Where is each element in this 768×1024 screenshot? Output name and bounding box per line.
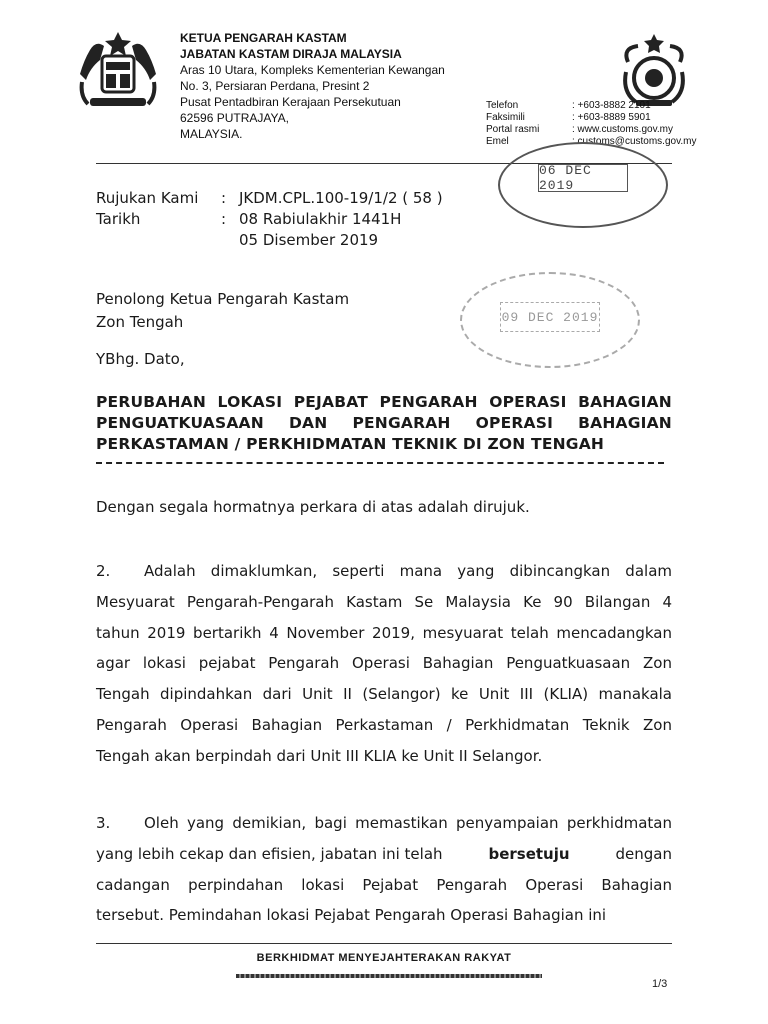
emel-label: Emel	[486, 136, 509, 147]
tarikh-hijri: 08 Rabiulakhir 1441H	[239, 210, 402, 228]
subject-title	[96, 392, 672, 455]
faksimili-value: : +603-8889 5901	[572, 112, 651, 123]
emel-value: : customs@customs.gov.my	[572, 136, 697, 147]
letterhead-address-line: 62596 PUTRAJAYA,	[180, 111, 289, 125]
page-number: 1/3	[652, 978, 668, 990]
agreed-emphasis: bersetuju	[488, 844, 570, 863]
salutation: YBhg. Dato,	[96, 350, 185, 368]
letterhead-address-line: Pusat Pentadbiran Kerajaan Persekutuan	[180, 95, 401, 109]
opening-line: Dengan segala hormatnya perkara di atas adalah dirujuk.	[96, 498, 530, 516]
received-stamp	[498, 142, 668, 228]
reference-block	[96, 188, 443, 251]
subject-line-1	[96, 392, 672, 413]
received-stamp-faint	[460, 272, 640, 368]
telefon-value: : +603-8882 2101	[572, 100, 651, 111]
paragraph-line: yang lebih cekap dan efisien, jabatan ini telah bersetuju dengan	[96, 839, 672, 870]
subject-word: PERUBAHAN	[96, 393, 207, 411]
received-stamp-faint-date: 09 DEC 2019	[500, 302, 600, 332]
subject-dashed-underline	[96, 462, 664, 464]
subject-word: BAHAGIAN	[578, 393, 672, 411]
subject-line-2	[96, 413, 672, 434]
subject-word: PENGARAH	[379, 393, 478, 411]
paragraph-number: 3.	[96, 814, 111, 832]
footer-motto: BERKHIDMAT MENYEJAHTERAKAN RAKYAT	[256, 952, 512, 964]
faksimili-label: Faksimili	[486, 112, 525, 123]
portal-value: : www.customs.gov.my	[572, 124, 673, 135]
paragraph-line: 3. Oleh yang demikian, bagi memastikan penyampaian perkhidmatan	[96, 808, 672, 839]
paragraph-line: tahun 2019 bertarikh 4 November 2019, mesyuarat telah mencadangkan	[96, 623, 672, 642]
letterhead	[180, 30, 445, 142]
paragraph-line: tersebut. Pemindahan lokasi Pejabat Pengarah Operasi Bahagian ini	[96, 906, 607, 925]
paragraph-line: agar lokasi pejabat Pengarah Operasi Bahagian Penguatkuasaan Zon	[96, 654, 672, 673]
letterhead-address-line: MALAYSIA.	[180, 127, 243, 141]
paragraph-2	[96, 556, 672, 772]
subject-word: BAHAGIAN	[578, 414, 672, 432]
recipient-block	[96, 288, 349, 334]
subject-word: OPERASI	[489, 393, 567, 411]
letterhead-address-line: Aras 10 Utara, Kompleks Kementerian Kewangan	[180, 63, 445, 77]
paragraph-number: 2.	[96, 562, 111, 580]
subject-word: DAN	[288, 414, 328, 432]
subject-word: PENGARAH	[352, 414, 451, 432]
paragraph-line: Pengarah Operasi Bahagian Perkastaman / Perkhidmatan Teknik Zon	[96, 715, 672, 734]
portal-label: Portal rasmi	[486, 124, 540, 135]
tarikh-colon: :	[221, 210, 227, 228]
paragraph-line: Tengah dipindahkan dari Unit II (Selangor) ke Unit III (KLIA) manakala	[96, 685, 672, 704]
subject-word: OPERASI	[475, 414, 554, 432]
letterhead-department: JABATAN KASTAM DIRAJA MALAYSIA	[180, 47, 402, 61]
customs-emblem-icon	[616, 32, 692, 110]
paragraph-3	[96, 808, 672, 931]
received-stamp-date: 06 DEC 2019	[538, 164, 628, 192]
letterhead-title: KETUA PENGARAH KASTAM	[180, 31, 347, 45]
footer-divider	[96, 943, 672, 944]
subject-word: PEJABAT	[293, 393, 368, 411]
footer-decorative-bar	[236, 974, 542, 978]
paragraph-line: Tengah akan berpindah dari Unit III KLIA ke Unit II Selangor.	[96, 746, 543, 765]
recipient-line: Zon Tengah	[96, 313, 184, 331]
subject-word: PENGUATKUASAAN	[96, 414, 264, 432]
paragraph-line: 2. Adalah dimaklumkan, seperti mana yang dibincangkan dalam	[96, 556, 672, 587]
paragraph-line: cadangan perpindahan lokasi Pejabat Pengarah Operasi Bahagian	[96, 875, 672, 894]
subject-word: LOKASI	[217, 393, 283, 411]
contact-block	[486, 100, 696, 148]
rujukan-label: Rujukan Kami	[96, 189, 199, 207]
recipient-line: Penolong Ketua Pengarah Kastam	[96, 290, 350, 308]
subject-line-3: PERKASTAMAN / PERKHIDMATAN TEKNIK DI ZON TENGAH	[96, 435, 605, 453]
rujukan-colon: :	[221, 189, 227, 207]
letterhead-address-line: No. 3, Persiaran Perdana, Presint 2	[180, 79, 370, 93]
paragraph-line: Mesyuarat Pengarah-Pengarah Kastam Se Malaysia Ke 90 Bilangan 4	[96, 592, 672, 611]
tarikh-label: Tarikh	[96, 210, 141, 228]
rujukan-value: JKDM.CPL.100-19/1/2 ( 58 )	[239, 189, 443, 207]
coat-of-arms-icon	[68, 28, 168, 112]
tarikh-gregorian: 05 Disember 2019	[239, 231, 379, 249]
telefon-label: Telefon	[486, 100, 519, 111]
